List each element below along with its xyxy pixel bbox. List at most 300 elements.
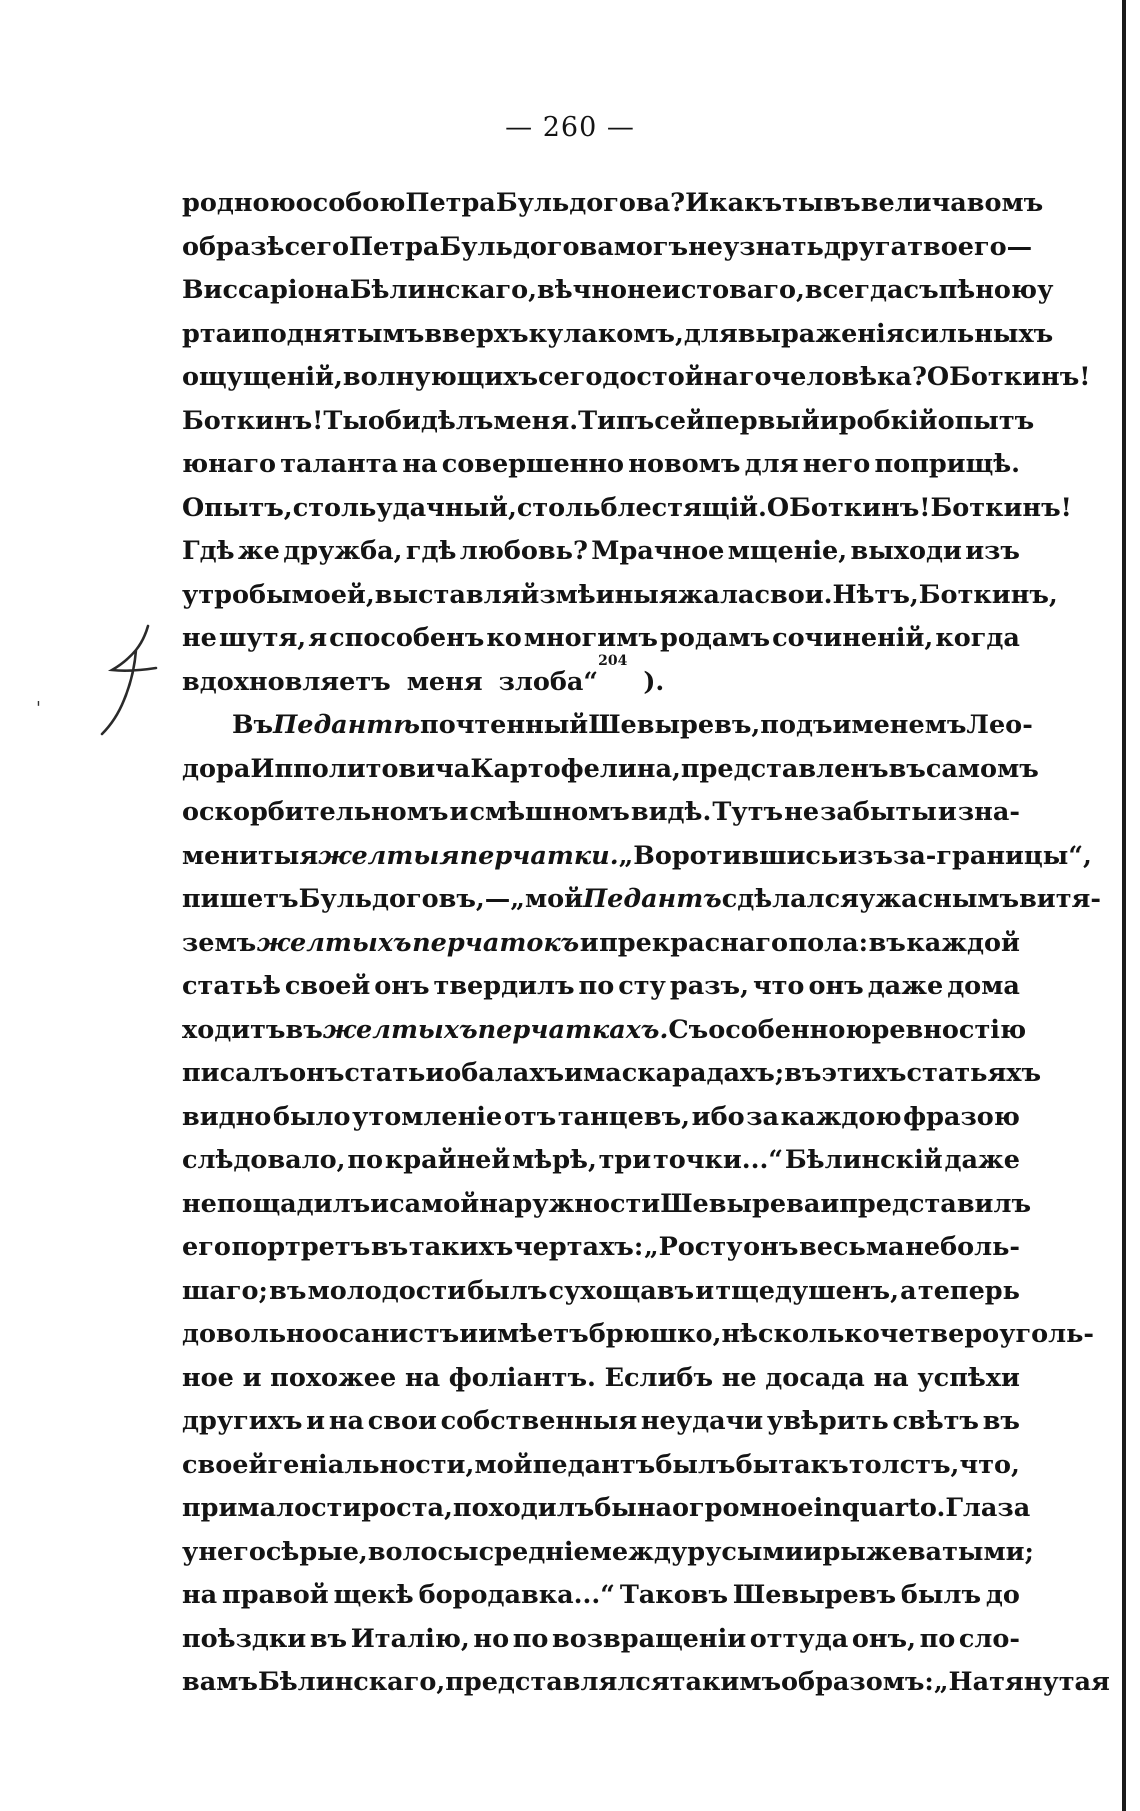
word: и xyxy=(937,797,957,827)
word: перчатки. xyxy=(459,840,619,871)
word: шаго; xyxy=(182,1275,268,1306)
text-line xyxy=(182,1574,1020,1618)
word: выходи xyxy=(850,536,962,566)
word: мѣрѣ, xyxy=(512,1145,597,1175)
word: для xyxy=(744,449,799,479)
word: и xyxy=(306,1406,326,1436)
word: но xyxy=(473,1623,510,1654)
text-line xyxy=(182,1052,1042,1096)
word: онъ xyxy=(374,971,430,1001)
word: отъ xyxy=(503,1101,557,1132)
word: утомленіе xyxy=(352,1101,503,1132)
word: Бульдоговъ,— xyxy=(298,884,511,914)
word: въ xyxy=(370,1232,409,1262)
word: статьи xyxy=(344,1058,445,1088)
word: на xyxy=(402,449,438,479)
word: „мой xyxy=(510,884,584,914)
word: него xyxy=(802,449,871,479)
word: въ xyxy=(823,188,861,218)
word: съ xyxy=(903,275,939,305)
word: робкій xyxy=(838,405,938,436)
word: на xyxy=(182,1580,218,1610)
word: за-границы“, xyxy=(893,840,1092,871)
word: сильныхъ xyxy=(904,318,1054,349)
word: фразою xyxy=(903,1101,1020,1132)
word: самой xyxy=(389,1188,480,1219)
word: Ипполитовича xyxy=(250,753,471,784)
word: ревностію xyxy=(871,1014,1027,1045)
text-line xyxy=(182,574,1058,618)
word: неудачи xyxy=(640,1406,764,1436)
word: и xyxy=(819,405,839,436)
word: волосы xyxy=(367,1536,479,1567)
word: самомъ xyxy=(925,753,1039,784)
word: „Воротившись xyxy=(618,840,839,871)
page-edge-rule xyxy=(1122,0,1126,1811)
word: правой xyxy=(222,1580,329,1610)
word: въ xyxy=(888,753,926,784)
word: успѣхи xyxy=(917,1362,1020,1393)
word: ужаснымъ xyxy=(859,884,1020,914)
word: меня. xyxy=(493,405,579,436)
word: достойнаго xyxy=(602,362,772,392)
text-line xyxy=(182,530,1020,574)
word: человѣка? xyxy=(771,362,927,392)
word: теперь xyxy=(917,1275,1020,1306)
word: Еслибъ xyxy=(604,1362,714,1393)
word: въ xyxy=(868,927,906,958)
word: въ xyxy=(309,1623,348,1654)
word: на xyxy=(636,1493,673,1523)
word: сѣрые, xyxy=(265,1536,368,1567)
word: Бульдогова? xyxy=(495,188,686,218)
word: почтенный xyxy=(420,710,589,740)
word: И xyxy=(685,188,710,218)
margin-dash: ' xyxy=(36,698,41,719)
word: такимъ xyxy=(669,1667,782,1697)
word: малости xyxy=(237,1493,362,1523)
word: какъ xyxy=(709,188,783,218)
word: зна- xyxy=(957,797,1020,827)
word: представленъ xyxy=(680,753,889,784)
word: Италію, xyxy=(350,1623,470,1654)
word: онъ, xyxy=(851,1623,916,1654)
word: вамъ xyxy=(182,1667,258,1697)
word: неистоваго, xyxy=(627,275,805,305)
word: Бѣлинскаго, xyxy=(257,1667,446,1697)
word: свѣтъ xyxy=(892,1406,979,1436)
word: по xyxy=(512,1623,549,1654)
word: своей xyxy=(284,971,371,1001)
word: разъ, xyxy=(669,971,749,1001)
word: слѣдовало, xyxy=(182,1145,346,1175)
word: маскарадахъ; xyxy=(583,1058,785,1088)
word: не xyxy=(182,1188,217,1219)
text-line xyxy=(182,487,1072,531)
word: Виссаріона xyxy=(182,275,350,305)
word: огромное xyxy=(672,1493,814,1523)
word: не xyxy=(784,797,820,827)
word: въ xyxy=(784,1058,822,1088)
word: на xyxy=(328,1406,364,1436)
text-line xyxy=(182,356,1091,400)
text-line xyxy=(182,1661,1110,1705)
word: ). xyxy=(643,666,665,697)
word: могъ xyxy=(613,231,689,262)
word: нѣсколько xyxy=(721,1319,880,1349)
word: Бѣлинскій xyxy=(784,1145,943,1175)
word: было xyxy=(272,1101,351,1132)
word: рта xyxy=(182,318,233,349)
word: педантъ xyxy=(532,1449,656,1480)
text-line xyxy=(182,922,1020,966)
word: опытъ xyxy=(937,405,1035,436)
word: изъ xyxy=(838,840,893,871)
word: перчаткахъ. xyxy=(477,1014,669,1045)
word: и xyxy=(803,1536,823,1567)
word: Глаза xyxy=(945,1493,1031,1523)
word: желтыхъ xyxy=(256,927,412,958)
word: менитыя xyxy=(182,840,319,871)
word: пѣною xyxy=(938,275,1038,305)
word: собственныя xyxy=(440,1406,638,1436)
word: Типъ xyxy=(578,405,655,436)
word: походилъ xyxy=(452,1493,595,1523)
page-number: — 260 — xyxy=(505,112,635,143)
word: не xyxy=(721,1362,757,1393)
word: сего xyxy=(538,362,603,392)
word: Шевыревъ, xyxy=(588,710,761,740)
word: по xyxy=(578,971,615,1001)
word: юнаго xyxy=(182,449,276,479)
word: Боткинъ! xyxy=(930,492,1072,523)
text-line xyxy=(182,878,1101,922)
word: Таковъ xyxy=(619,1580,729,1610)
word: онъ xyxy=(743,1232,799,1262)
word: сего xyxy=(284,231,349,262)
word: сей xyxy=(654,405,705,436)
text-line xyxy=(182,1183,1032,1227)
word: Бѣлинскаго, xyxy=(349,275,538,305)
word: и xyxy=(232,318,252,349)
text-line xyxy=(182,1270,1020,1314)
word: три xyxy=(598,1145,652,1175)
word: онъ xyxy=(289,1058,345,1088)
word: и xyxy=(449,797,469,827)
word: по xyxy=(919,1623,956,1654)
word: первый xyxy=(704,405,820,436)
word: Петра xyxy=(348,231,440,262)
word: подъ xyxy=(760,710,833,740)
text-line xyxy=(182,1313,1095,1357)
word: О xyxy=(926,362,950,392)
word: этихъ xyxy=(821,1058,907,1088)
word: моей, xyxy=(291,579,375,610)
word: удачный, xyxy=(376,492,517,523)
text-line xyxy=(182,791,1020,835)
word: наружности xyxy=(479,1188,661,1219)
word: жала xyxy=(677,579,755,610)
word: и xyxy=(370,1188,390,1219)
word: своей xyxy=(182,1449,268,1480)
word: узнать xyxy=(722,231,824,262)
word: О xyxy=(766,492,790,523)
word: до xyxy=(985,1580,1020,1610)
word: щекѣ xyxy=(333,1580,414,1610)
word: у xyxy=(1037,275,1054,305)
word: въ xyxy=(982,1406,1020,1436)
word: „Росту xyxy=(643,1232,743,1262)
word: Боткинъ! xyxy=(949,362,1091,392)
word: мщеніе, xyxy=(727,536,848,566)
word: ное xyxy=(182,1362,234,1393)
word: балахъ xyxy=(461,1058,565,1088)
word: „Натянутая xyxy=(933,1667,1110,1697)
word: Тутъ xyxy=(712,797,784,827)
word: видно xyxy=(182,1101,272,1132)
word: волнующихъ xyxy=(342,362,539,392)
word: видѣ. xyxy=(630,797,712,827)
word: земъ xyxy=(182,927,257,958)
word: родамъ xyxy=(659,623,771,653)
word: дора xyxy=(182,753,251,784)
word: поднятымъ xyxy=(251,318,425,349)
word: Петра xyxy=(405,188,496,218)
word: и xyxy=(820,1188,840,1219)
word: и xyxy=(564,1058,584,1088)
word: его xyxy=(182,1232,231,1262)
text-line xyxy=(182,313,1054,357)
word: желтыхъ xyxy=(322,1014,478,1045)
word: именемъ xyxy=(832,710,967,740)
text-line xyxy=(182,1139,1020,1183)
word: дружба, xyxy=(283,536,403,566)
word: представлялся xyxy=(445,1667,670,1697)
word: молодости xyxy=(307,1275,467,1306)
text-line xyxy=(182,704,1033,748)
text-line xyxy=(182,1096,1020,1140)
word: былъ xyxy=(655,1449,736,1480)
word: похожее xyxy=(270,1362,397,1393)
word: утробы xyxy=(182,579,292,610)
word: я xyxy=(308,623,328,653)
footnote-ref: 204 xyxy=(598,652,628,669)
word: въ xyxy=(269,1275,307,1306)
word: ибо xyxy=(691,1101,745,1132)
word: Нѣтъ, xyxy=(832,579,919,610)
word: столь xyxy=(292,492,377,523)
word: величавомъ xyxy=(860,188,1044,218)
word: каждою xyxy=(780,1101,902,1132)
word: пола: xyxy=(788,927,869,958)
word: твоего— xyxy=(907,231,1033,262)
word: Мрачное xyxy=(591,536,725,566)
word: ты xyxy=(782,188,824,218)
text-line xyxy=(182,1357,1020,1401)
word: пишетъ xyxy=(182,884,299,914)
word: вѣчно xyxy=(537,275,628,305)
handwritten-margin-mark xyxy=(96,620,186,740)
word: что xyxy=(752,971,805,1001)
word: и xyxy=(459,1319,479,1349)
word: любовь? xyxy=(459,536,588,566)
word: а xyxy=(900,1275,917,1306)
word: не xyxy=(182,623,217,653)
word: злоба“ xyxy=(498,666,599,697)
word: всегда xyxy=(804,275,904,305)
word: весьма xyxy=(799,1232,905,1262)
word: рыжеватыми; xyxy=(822,1536,1034,1567)
word: осанистъ xyxy=(321,1319,460,1349)
text-line xyxy=(182,400,1035,444)
word: вверхъ xyxy=(424,318,529,349)
text-line xyxy=(182,1531,1034,1575)
text-line xyxy=(182,1009,1027,1053)
text-line xyxy=(182,835,1092,879)
word: о xyxy=(444,1058,462,1088)
text-line xyxy=(182,269,1054,313)
word: смѣшномъ xyxy=(469,797,630,827)
word: русыми xyxy=(687,1536,804,1567)
word: возвращеніи xyxy=(552,1623,747,1654)
word: не xyxy=(688,231,723,262)
word: геніальности, xyxy=(267,1449,475,1480)
word: таланта xyxy=(280,449,399,479)
word: брюшко, xyxy=(588,1319,722,1349)
word: Съ xyxy=(668,1014,709,1045)
word: бы xyxy=(594,1493,637,1523)
word: что, xyxy=(959,1449,1020,1480)
word: сочиненій, xyxy=(772,623,934,653)
word: Шевырева xyxy=(660,1188,821,1219)
word: вдохновляетъ xyxy=(182,666,391,697)
word: витя- xyxy=(1019,884,1101,914)
word: поприщѣ. xyxy=(874,449,1020,479)
word: quarto. xyxy=(841,1493,946,1523)
word: Гдѣ xyxy=(182,536,235,566)
word: особенною xyxy=(708,1014,872,1045)
word: забыты xyxy=(820,797,937,827)
word: за xyxy=(746,1101,780,1132)
word: новомъ xyxy=(628,449,741,479)
word: портретъ xyxy=(231,1232,371,1262)
word: Въ xyxy=(232,710,274,740)
word: оттуда xyxy=(749,1623,849,1654)
word: желтыя xyxy=(318,840,460,871)
word: на xyxy=(404,1362,441,1393)
word: при xyxy=(182,1493,238,1523)
word: имѣетъ xyxy=(478,1319,589,1349)
word: точки...“ xyxy=(652,1145,784,1175)
word: бы xyxy=(735,1449,779,1480)
body-text xyxy=(182,182,1110,1705)
word: столь xyxy=(516,492,601,523)
word: свои. xyxy=(754,579,833,610)
word: особою xyxy=(295,188,406,218)
word: тщедушенъ, xyxy=(715,1275,899,1306)
word: образѣ xyxy=(182,231,285,262)
word: такъ xyxy=(778,1449,849,1480)
word: сло- xyxy=(958,1623,1020,1654)
word: Педантѣ xyxy=(273,710,421,740)
word: фоліантъ. xyxy=(448,1362,596,1393)
word: танцевъ, xyxy=(557,1101,691,1132)
word: многимъ xyxy=(523,623,658,653)
text-line xyxy=(182,226,1033,270)
word: блестящій. xyxy=(600,492,767,523)
word: былъ xyxy=(900,1580,982,1610)
word: способенъ xyxy=(329,623,485,653)
word: образомъ: xyxy=(781,1667,934,1697)
word: родною xyxy=(182,188,296,218)
word: Боткинъ! xyxy=(789,492,931,523)
word: былъ xyxy=(467,1275,548,1306)
word: свои xyxy=(367,1406,437,1436)
word: изъ xyxy=(965,536,1020,566)
word: и xyxy=(579,927,599,958)
word: пощадилъ xyxy=(216,1188,371,1219)
word: и xyxy=(695,1275,715,1306)
word: ходитъ xyxy=(182,1014,286,1045)
word: увѣрить xyxy=(766,1406,889,1436)
word: у xyxy=(182,1536,199,1567)
word: когда xyxy=(935,623,1020,653)
text-line xyxy=(182,182,1044,226)
word: оскорбительномъ xyxy=(182,797,449,827)
word: змѣиныя xyxy=(539,579,678,610)
word: шутя, xyxy=(218,623,307,653)
text-line xyxy=(182,748,1039,792)
word: представилъ xyxy=(839,1188,1032,1219)
word: статьяхъ xyxy=(906,1058,1042,1088)
word: Ты xyxy=(323,405,368,436)
word: поѣздки xyxy=(182,1623,307,1654)
word: выраженія xyxy=(737,318,905,349)
word: между xyxy=(589,1536,688,1567)
word: перчатокъ xyxy=(412,927,580,958)
word: Картофелина, xyxy=(470,753,681,784)
word: въ xyxy=(285,1014,323,1045)
word: роста, xyxy=(361,1493,453,1523)
text-line xyxy=(182,1487,1031,1531)
word: выставляй xyxy=(374,579,540,610)
word: чертахъ: xyxy=(514,1232,644,1262)
word: ко xyxy=(486,623,522,653)
word: же xyxy=(237,536,280,566)
word: писалъ xyxy=(182,1058,290,1088)
word: него xyxy=(198,1536,266,1567)
word: Шевыревъ xyxy=(732,1580,897,1610)
text-line xyxy=(182,1400,1020,1444)
word: Педантъ xyxy=(583,884,722,914)
word: на xyxy=(873,1362,909,1393)
word: крайней xyxy=(384,1145,511,1175)
word: статьѣ xyxy=(182,971,281,1001)
text-line xyxy=(182,652,1020,705)
word: толстъ, xyxy=(848,1449,960,1480)
word: меня xyxy=(406,666,483,697)
word: обидѣлъ xyxy=(367,405,494,436)
text-line xyxy=(182,1444,1020,1488)
word: Лео- xyxy=(966,710,1033,740)
word: совершенно xyxy=(441,449,625,479)
word: досада xyxy=(765,1362,865,1393)
text-line xyxy=(182,443,1020,487)
word: для xyxy=(683,318,738,349)
word: сухощавъ xyxy=(548,1275,695,1306)
word: бородавка...“ xyxy=(418,1580,615,1610)
text-line xyxy=(182,1226,1020,1270)
